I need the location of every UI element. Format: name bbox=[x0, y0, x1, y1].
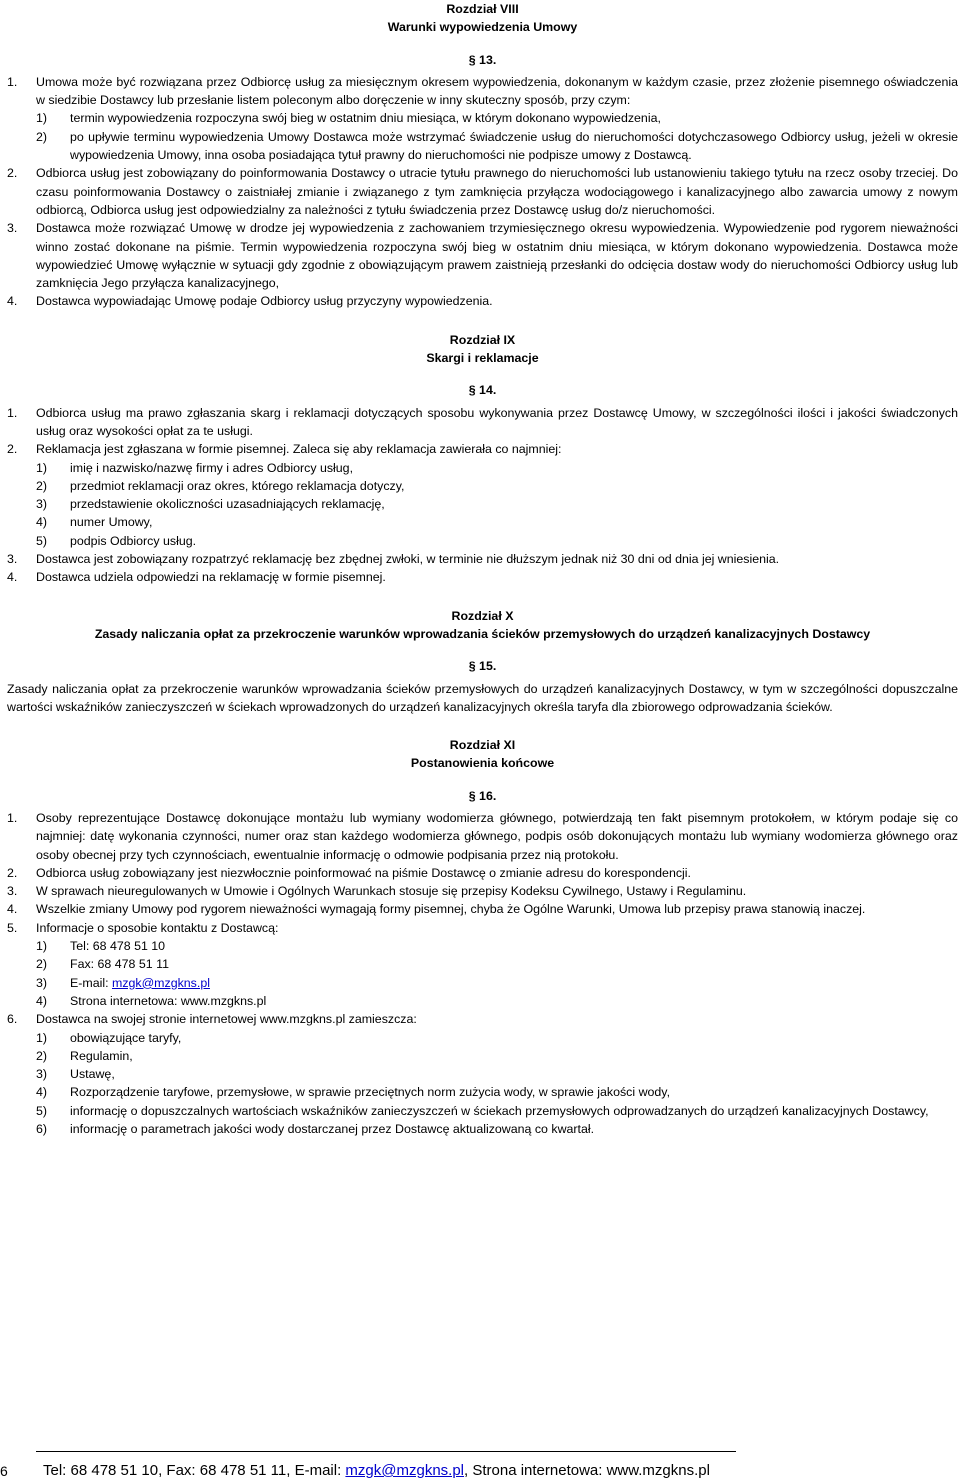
chapter-number: Rozdział XI bbox=[449, 738, 516, 753]
list-item-text: W sprawach nieuregulowanych w Umowie i Ogólnych Warunkach stosuje się przepisy Kodeksu Cywilnego, Ustawy i Regulaminu. bbox=[36, 884, 747, 899]
sub-list-item bbox=[7, 992, 958, 1010]
sub-list-item-number: 5) bbox=[36, 1103, 48, 1118]
sub-list-item bbox=[7, 1065, 958, 1083]
list-item-number: 6. bbox=[7, 1012, 18, 1027]
sub-list-item-text bbox=[70, 459, 958, 477]
sub-list-item bbox=[7, 477, 958, 495]
sub-list-item-label: Regulamin, bbox=[70, 1048, 133, 1063]
sub-list-item-label: Rozporządzenie taryfowe, przemysłowe, w sprawie przeciętnych norm zużycia wody, w sprawie jakości wody, bbox=[70, 1085, 671, 1100]
chapter-section bbox=[7, 607, 958, 716]
list-item-number: 5. bbox=[7, 920, 18, 935]
sub-list-item-label: imię i nazwisko/nazwę firmy i adres Odbiorcy usług, bbox=[70, 460, 354, 475]
footer-email-link[interactable]: mzgk@mzgkns.pl bbox=[345, 1462, 465, 1479]
sub-list-item-number: 2) bbox=[36, 478, 48, 493]
list-item-number: 4. bbox=[7, 294, 18, 309]
sub-list-item-number: 3) bbox=[36, 497, 48, 512]
sub-list-item-number: 2) bbox=[36, 129, 48, 144]
chapter-title: Postanowienia końcowe bbox=[410, 756, 555, 771]
sub-list-item-number: 3) bbox=[36, 975, 48, 990]
sub-list-item bbox=[7, 459, 958, 477]
sub-list-item bbox=[7, 513, 958, 531]
list-item-number: 2. bbox=[7, 166, 18, 181]
chapter-title: Skargi i reklamacje bbox=[426, 351, 539, 366]
list-item bbox=[7, 919, 958, 937]
sub-list-item-label: przedstawienie okoliczności uzasadniających reklamację, bbox=[70, 497, 385, 512]
sub-list-item-label: Ustawę, bbox=[70, 1067, 115, 1082]
list-item bbox=[7, 1010, 958, 1028]
sub-list-item bbox=[7, 974, 958, 992]
list-item bbox=[7, 404, 958, 441]
list-item bbox=[7, 219, 958, 292]
sub-list-item-text bbox=[70, 532, 958, 550]
sub-list-item-number: 1) bbox=[36, 460, 48, 475]
list-item-text: Reklamacja jest zgłaszana w formie pisemnej. Zaleca się aby reklamacja zawierała co najmniej: bbox=[36, 442, 562, 457]
list-item bbox=[7, 568, 958, 586]
sub-list-item-number: 1) bbox=[36, 111, 48, 126]
page-number: 6 bbox=[0, 1463, 8, 1479]
sub-list-item-text bbox=[70, 513, 958, 531]
sub-list-item-label: po upływie terminu wypowiedzenia Umowy Dostawca może wstrzymać świadczenie usług do nieruchomości dotychczasowego Odbiorcy usług, jeżeli w okresie wypowiedzenia Umowy, inna osoba posiadająca tytuł prawny do nieruchomości nie podpisze umowy z Dostawcą. bbox=[70, 129, 958, 163]
list-item-number: 1. bbox=[7, 810, 18, 825]
sub-list-item bbox=[7, 955, 958, 973]
sub-list-item bbox=[7, 1047, 958, 1065]
list-item-text: Umowa może być rozwiązana przez Odbiorcę usług za miesięcznym okresem wypowiedzenia, dokonanym w każdym czasie, przez złożenie pisemnego oświadczenia w siedzibie Dostawcy lub przesłanie listem poleconym albo doręczenie w inny skuteczny sposób, przy czym: bbox=[36, 74, 958, 108]
chapter-title: Warunki wypowiedzenia Umowy bbox=[387, 20, 578, 35]
paragraph-number: § 16. bbox=[468, 788, 497, 803]
list-item bbox=[7, 73, 958, 110]
list-item-number: 2. bbox=[7, 442, 18, 457]
sub-list-item-label: Strona internetowa: www.mzgkns.pl bbox=[70, 993, 267, 1008]
email-link[interactable]: mzgk@mzgkns.pl bbox=[112, 975, 210, 990]
list-item-text: Odbiorca usług ma prawo zgłaszania skarg i reklamacji dotyczących sposobu wykonywania przez Dostawcę Umowy, w szczególności ilości i jakości świadczonych usług oraz wysokości opłat za te usługi. bbox=[36, 405, 958, 438]
sub-list-item-text bbox=[70, 477, 958, 495]
list-item-text: Odbiorca usług jest zobowiązany do poinformowania Dostawcy o utracie tytułu prawnego do nieruchomości lub ustanowieniu takiego tytułu na rzecz osoby trzeciej. Do czasu poinformowania Dostawcy o zaistniałej zmianie i związanego z tym zamknięcia przyłącza wodociągowego i kanalizacyjnego albo zawarcia umowy z nowym odbiorcą, Odbiorca usług jest odpowiedzialny za należności z tytułu świadczenia przez Dostawcę usług do/z nieruchomości. bbox=[36, 166, 958, 217]
sub-list-item-text bbox=[70, 128, 958, 165]
list-item-number: 4. bbox=[7, 570, 18, 585]
paragraph-number: § 13. bbox=[468, 52, 497, 67]
sub-list-item-number: 1) bbox=[36, 939, 48, 954]
sub-list-item-label: Tel: 68 478 51 10 bbox=[70, 939, 166, 954]
list-item-text: Dostawca może rozwiązać Umowę w drodze jej wypowiedzenia z zachowaniem trzymiesięcznego okresu wypowiedzenia. Wypowiedzenie pod rygorem nieważności winno zostać dokonane na piśmie. Termin wypowiedzenia rozpoczyna swój bieg w ostatnim dniu miesiąca, w którym dokonano wypowiedzenia. Dostawca może wypowiedzieć Umowę wyłącznie w sytuacji gdy zgodnie z obowiązującym prawem zaistnieją przesłanki do odcięcia dostaw wody do nieruchomości Odbiorcy usług lub zamknięcia Jego przyłącza kanalizacyjnego, bbox=[36, 221, 958, 291]
sub-list-item bbox=[7, 495, 958, 513]
sub-list-item-text bbox=[70, 1047, 958, 1065]
sub-list-item-text bbox=[70, 1102, 958, 1120]
paragraph-number: § 14. bbox=[468, 383, 497, 398]
list-item-text: Osoby reprezentujące Dostawcę dokonujące montażu lub wymiany wodomierza głównego, potwierdzają ten fakt pisemnym protokołem, w którym podaje się co najmniej: datę wykonania czynności, numer oraz stan każdego wodomierza głównego, podpis osób dokonujących montażu lub wymiany wodomierza głównego oraz osoby obecnej przy tych czynnościach, ewentualnie informację o odmowie podpisania przez nią protokołu. bbox=[36, 810, 958, 862]
sub-list-item-number: 4) bbox=[36, 1085, 48, 1100]
sub-list-item-label: obowiązujące taryfy, bbox=[70, 1030, 182, 1045]
list-item bbox=[7, 900, 958, 918]
sub-list-item-text bbox=[70, 1120, 958, 1138]
list-item bbox=[7, 882, 958, 900]
sub-list-item-text bbox=[70, 937, 958, 955]
list-item bbox=[7, 550, 958, 568]
document-body bbox=[7, 0, 958, 1138]
list-item-number: 4. bbox=[7, 902, 18, 917]
chapter-section bbox=[7, 736, 958, 1138]
chapter-number: Rozdział VIII bbox=[446, 2, 519, 16]
footer-text-after: , Strona internetowa: www.mzgkns.pl bbox=[464, 1462, 710, 1479]
sub-list-item-text bbox=[70, 1083, 958, 1101]
sub-list-item-label: E-mail: bbox=[70, 975, 112, 990]
paragraph-text: Zasady naliczania opłat za przekroczenie warunków wprowadzania ścieków przemysłowych do urządzeń kanalizacyjnych Dostawcy, w tym w szczególności dopuszczalne wartości wskaźników zanieczyszczeń w ściekach wprowadzonych do urządzeń kanalizacyjnych określa taryfa dla zbiorowego odprowadzania ścieków. bbox=[7, 681, 958, 714]
chapter-section bbox=[7, 0, 958, 311]
sub-list-item bbox=[7, 1029, 958, 1047]
sub-list-item bbox=[7, 937, 958, 955]
sub-list-item-label: informację o dopuszczalnych wartościach wskaźników zanieczyszczeń w ściekach przemysłowych odprowadzanych do urządzeń kanalizacyjnych Dostawcy, bbox=[70, 1103, 929, 1118]
list-item-number: 3. bbox=[7, 221, 18, 236]
list-item bbox=[7, 292, 958, 310]
sub-list-item-text bbox=[70, 992, 958, 1010]
sub-list-item-label: Fax: 68 478 51 11 bbox=[70, 957, 169, 972]
sub-list-item-number: 6) bbox=[36, 1122, 48, 1137]
list-item-text: Wszelkie zmiany Umowy pod rygorem nieważności wymagają formy pisemnej, chyba że Ogólne Warunki, Umowa lub przepisy prawa stanowią inaczej. bbox=[36, 902, 866, 917]
list-item bbox=[7, 440, 958, 458]
chapter-number: Rozdział IX bbox=[449, 332, 516, 347]
sub-list-item bbox=[7, 128, 958, 165]
sub-list-item-text bbox=[70, 974, 958, 992]
sub-list-item bbox=[7, 1083, 958, 1101]
list-item-text: Informacje o sposobie kontaktu z Dostawcą: bbox=[36, 920, 279, 935]
footer-text-before: Tel: 68 478 51 10, Fax: 68 478 51 11, E-mail: bbox=[43, 1462, 346, 1479]
sub-list-item-text bbox=[70, 955, 958, 973]
sub-list-item-label: podpis Odbiorcy usług. bbox=[70, 533, 197, 548]
sub-list-item-number: 4) bbox=[36, 993, 48, 1008]
sub-list-item-text bbox=[70, 109, 958, 127]
list-item bbox=[7, 164, 958, 219]
list-item bbox=[7, 864, 958, 882]
list-item-text: Dostawca wypowiadając Umowę podaje Odbiorcy usług przyczyny wypowiedzenia. bbox=[36, 294, 493, 309]
list-item-text: Dostawca jest zobowiązany rozpatrzyć reklamację bez zbędnej zwłoki, w terminie nie dłuższym jednak niż 30 dni od dnia jej wniesienia. bbox=[36, 552, 780, 567]
sub-list-item bbox=[7, 532, 958, 550]
sub-list-item-label: przedmiot reklamacji oraz okres, którego reklamacja dotyczy, bbox=[70, 478, 405, 493]
sub-list-item-number: 3) bbox=[36, 1067, 48, 1082]
list-item-number: 2. bbox=[7, 865, 18, 880]
sub-list-item-label: informację o parametrach jakości wody dostarczanej przez Dostawcę aktualizowaną co kwartał. bbox=[70, 1122, 595, 1137]
sub-list-item-number: 1) bbox=[36, 1030, 48, 1045]
sub-list-item-number: 2) bbox=[36, 957, 48, 972]
sub-list-item-number: 5) bbox=[36, 533, 48, 548]
list-item-text: Odbiorca usług zobowiązany jest niezwłocznie poinformować na piśmie Dostawcę o zmianie adresu do korespondencji. bbox=[36, 865, 691, 880]
sub-list-item bbox=[7, 109, 958, 127]
sub-list-item-label: termin wypowiedzenia rozpoczyna swój bieg w ostatnim dniu miesiąca, w którym dokonano wypowiedzenia, bbox=[70, 111, 661, 126]
footer-contact bbox=[43, 1461, 710, 1481]
chapter-number: Rozdział X bbox=[451, 608, 514, 623]
chapter-title: Zasady naliczania opłat za przekroczenie warunków wprowadzania ścieków przemysłowych do urządzeń kanalizacyjnych Dostawcy bbox=[94, 626, 871, 641]
list-item-number: 1. bbox=[7, 405, 18, 420]
sub-list-item-text bbox=[70, 495, 958, 513]
list-item-text: Dostawca udziela odpowiedzi na reklamację w formie pisemnej. bbox=[36, 570, 386, 585]
sub-list-item-label: numer Umowy, bbox=[70, 515, 153, 530]
sub-list-item-number: 4) bbox=[36, 515, 48, 530]
footer-divider bbox=[36, 1451, 736, 1452]
sub-list-item-text bbox=[70, 1029, 958, 1047]
list-item-text: Dostawca na swojej stronie internetowej www.mzgkns.pl zamieszcza: bbox=[36, 1012, 417, 1027]
list-item-number: 3. bbox=[7, 552, 18, 567]
list-item-number: 3. bbox=[7, 884, 18, 899]
sub-list-item-number: 2) bbox=[36, 1048, 48, 1063]
paragraph-number: § 15. bbox=[468, 659, 497, 674]
sub-list-item bbox=[7, 1120, 958, 1138]
list-item bbox=[7, 809, 958, 864]
chapter-section bbox=[7, 331, 958, 587]
sub-list-item bbox=[7, 1102, 958, 1120]
sub-list-item-text bbox=[70, 1065, 958, 1083]
list-item-number: 1. bbox=[7, 74, 18, 89]
